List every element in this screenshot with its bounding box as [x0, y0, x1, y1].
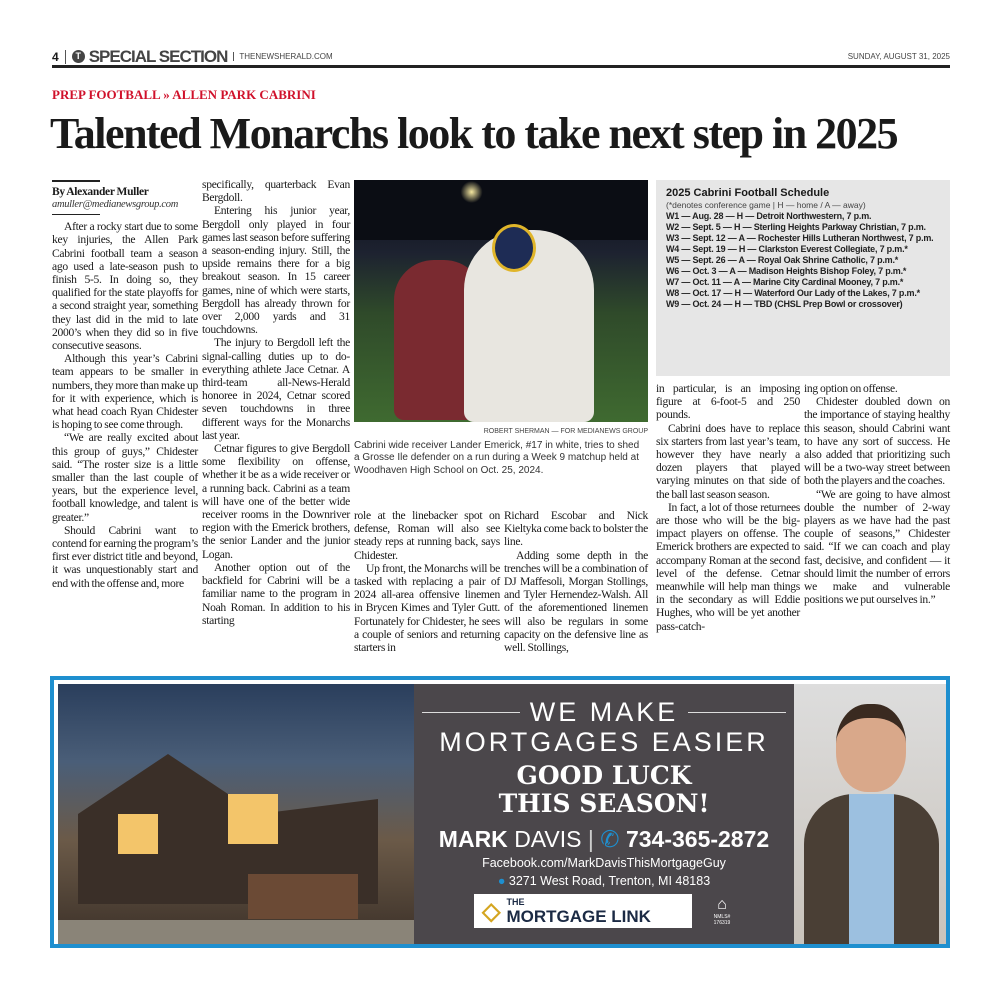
- schedule-item: W9 — Oct. 24 — H — TBD (CHSL Prep Bowl or crossover): [666, 299, 903, 309]
- issue-date: SUNDAY, AUGUST 31, 2025: [847, 52, 950, 61]
- paragraph: ing option on offense.: [804, 382, 898, 395]
- mortgage-link-logo: [474, 894, 692, 928]
- agent-photo: [794, 684, 946, 944]
- photo-caption: Cabrini wide receiver Lander Emerick, #17 in white, tries to shed a Grosse Ile defender on a run during a Week 9 matchup held at Woodhaven High School on Oct. 25, 2024.: [354, 440, 640, 476]
- article-column-6: [804, 382, 950, 606]
- mortgage-advertisement[interactable]: [50, 676, 950, 948]
- paragraph: Chidester doubled down on the importance of staying healthy this season, should Cabrini want to have any sort of success. He also added that prioritizing such will be a two-way street between both the players and the coaches.: [804, 395, 950, 488]
- helmet: [492, 224, 536, 272]
- schedule-item: W3 — Sept. 12 — A — Rochester Hills Lutheran Northwest, 7 p.m.: [666, 233, 934, 243]
- diamond-logo-icon: ◇: [482, 897, 501, 925]
- divider: [422, 712, 520, 713]
- paragraph: “We are going to have almost double the number of 2-way players as we have had the past couple of seasons,” Chidester said. “If we can coach and play fast, decisive, and confident — it should limit the number of errors we make and vulnerable positions we put ourselves in.”: [804, 487, 950, 607]
- schedule-item: W7 — Oct. 11 — A — Marine City Cardinal Mooney, 7 p.m.*: [666, 277, 904, 287]
- phone-icon: ✆: [600, 826, 620, 852]
- schedule-title: 2025 Cabrini Football Schedule: [666, 187, 830, 199]
- driveway: [58, 920, 414, 944]
- schedule-item: W8 — Oct. 17 — H — Waterford Our Lady of the Lakes, 7 p.m.*: [666, 288, 920, 298]
- agent-first-name: MARK: [438, 826, 508, 852]
- paragraph: Another option out of the backfield for Cabrini will be a familiar name to the program in Noah Roman. In addition to his starting: [202, 560, 350, 627]
- article-column-3: [354, 509, 500, 654]
- schedule-item: W1 — Aug. 28 — H — Detroit Northwestern, 7 p.m.: [666, 211, 872, 221]
- paragraph: role at the linebacker spot on defense, Roman will also see steady reps at running back, says Chidester.: [354, 509, 500, 562]
- paragraph: “We are really excited about this group of guys,” Chidester said. “The roster size is a little smaller than the last couple of years, but the experience level, football knowledge, and talent is greater.”: [52, 431, 198, 524]
- divider: [52, 180, 100, 182]
- garage-door: [248, 874, 358, 919]
- site-url: THENEWSHERALD.COM: [233, 52, 332, 61]
- window: [228, 794, 278, 844]
- paragraph: Cetnar figures to give Bergdoll some flexibility on offense, whether it be as a wide receiver or a running back. Cabrini as a team will have one of the better wide receiver rooms in the Downriver region with the Emerick brothers, the senior Lander and the junior Logan.: [202, 442, 350, 561]
- paragraph: Although this year’s Cabrini team appears to be smaller in numbers, they more than make up for it with experience, which is what head coach Ryan Chidester is hoping to see come through.: [52, 352, 198, 432]
- newspaper-logo-icon: T: [72, 50, 85, 63]
- divider: [52, 214, 100, 215]
- ad-line-1: WE MAKE: [529, 697, 679, 727]
- house-photo: [58, 684, 414, 944]
- paragraph: After a rocky start due to some key injuries, the Allen Park Cabrini football team a season ago used a late-season push to finish 5-5. In doing so, they qualified for the state playoffs for a second straight year, something they last did in the mid to late 2000’s when they did so in five consecutive seasons.: [52, 220, 198, 353]
- ad-line-4: THIS SEASON!: [498, 789, 710, 818]
- paragraph: Entering his junior year, Bergdoll only played in four games last season before suffering a season-ending injury. Still, the upside remains there for a big breakout season. In 15 career games, nine of which were starts, Bergdoll has already thrown for over 2,000 yards and 31 touchdowns.: [202, 204, 350, 337]
- divider: [688, 712, 786, 713]
- paragraph: Up front, the Monarchs will be tasked with replacing a pair of 2024 all-area offensive linemen in Brycen Kimes and Tyler Gutt. Fortunately for Chidester, he sees a couple of seniors and returning starters in: [354, 561, 500, 655]
- paragraph: Cabrini does have to replace six starters from last year’s team, however they have nearly a dozen players that played varying minutes on that side of the ball last season season.: [656, 421, 800, 501]
- football-photo: [354, 180, 648, 422]
- paragraph: Should Cabrini want to contend for earning the program’s first ever district title and beyond, it was unquestionably start and end with the offense and, more: [52, 523, 198, 590]
- headline: Talented Monarchs look to take next step in 2025: [50, 109, 898, 158]
- paragraph: Adding some depth in the trenches will be a combination of DJ Maffesoli, Morgan Stollings, and Tyler Hernendez-Walsh. All of the aforementioned linemen will also be regulars in some capacity on the defensive line as well. Stollings,: [504, 548, 648, 655]
- schedule-item: W6 — Oct. 3 — A — Madison Heights Bishop Foley, 7 p.m.*: [666, 266, 907, 276]
- nmls-number: NMLS# 176319: [713, 914, 731, 926]
- logo-the: THE: [506, 897, 525, 907]
- page-number: 4: [52, 50, 66, 64]
- author-email[interactable]: amuller@medianewsgroup.com: [52, 199, 178, 211]
- agent-face: [836, 704, 906, 792]
- section-name: SPECIAL SECTION: [88, 46, 228, 66]
- agent-last-name: DAVIS: [514, 826, 582, 852]
- schedule-note: (*denotes conference game | H — home / A — away): [666, 200, 866, 210]
- schedule-item: W2 — Sept. 5 — H — Sterling Heights Parkway Christian, 7 p.m.: [666, 222, 926, 232]
- equal-housing-icon: ⌂: [717, 896, 727, 913]
- agent-address: 3271 West Road, Trenton, MI 48183: [508, 874, 711, 888]
- page-header: [52, 48, 950, 68]
- window: [118, 814, 158, 854]
- paragraph: In fact, a lot of those returnees are those who will be the big-impact players on offense. The Emerick brothers are expected to accompany Roman at the second level of the defense. Cetnar meanwhile will help man things in the secondary as will Eddie Hughes, who will be yet another pass-catch-: [656, 500, 800, 633]
- article-column-2: [202, 178, 350, 627]
- kicker: PREP FOOTBALL » ALLEN PARK CABRINI: [52, 87, 316, 102]
- paragraph: The injury to Bergdoll left the signal-calling duties up to do-everything athlete Jace Cetnar. A third-team all-News-Herald honoree in 2024, Cetnar scored seven touchdowns in three different ways for the Monarchs last year.: [202, 336, 350, 442]
- paragraph: Richard Escobar and Nick Kieltyka come back to bolster the line.: [504, 509, 648, 549]
- agent-phone[interactable]: 734-365-2872: [625, 826, 770, 852]
- agent-shirt: [849, 794, 894, 944]
- ad-line-3: GOOD LUCK: [516, 761, 692, 790]
- photo-credit: ROBERT SHERMAN — FOR MEDIANEWS GROUP: [483, 428, 648, 435]
- paragraph: in particular, is an imposing figure at 6-foot-5 and 250 pounds.: [656, 382, 800, 422]
- byline: By Alexander Muller: [52, 186, 149, 198]
- paragraph: specifically, quarterback Evan Bergdoll.: [202, 178, 350, 205]
- article-column-5: [656, 382, 800, 633]
- logo-name: MORTGAGE LINK: [506, 907, 651, 926]
- schedule-item: W5 — Sept. 26 — A — Royal Oak Shrine Catholic, 7 p.m.*: [666, 255, 899, 265]
- ad-line-2: MORTGAGES EASIER: [439, 727, 769, 757]
- article-column-1: [52, 180, 198, 590]
- schedule-item: W4 — Sept. 19 — H — Clarkston Everest Collegiate, 7 p.m.*: [666, 244, 908, 254]
- facebook-link[interactable]: Facebook.com/MarkDavisThisMortgageGuy: [482, 856, 726, 870]
- ad-text-panel: WE MAKE MORTGAGES EASIER GOOD LUCK THIS SEASON! MARK DAVIS | ✆ 734-365-2872 Facebook.com/MarkDavisThisMortgageGuy ● 3271 West Road, Trenton, MI 48183 ◇ THE MORTGAGE LINK ⌂ NMLS# 176319: [414, 684, 794, 944]
- location-pin-icon: ●: [497, 874, 506, 888]
- article-column-4: [504, 509, 648, 654]
- schedule-box: [656, 180, 950, 376]
